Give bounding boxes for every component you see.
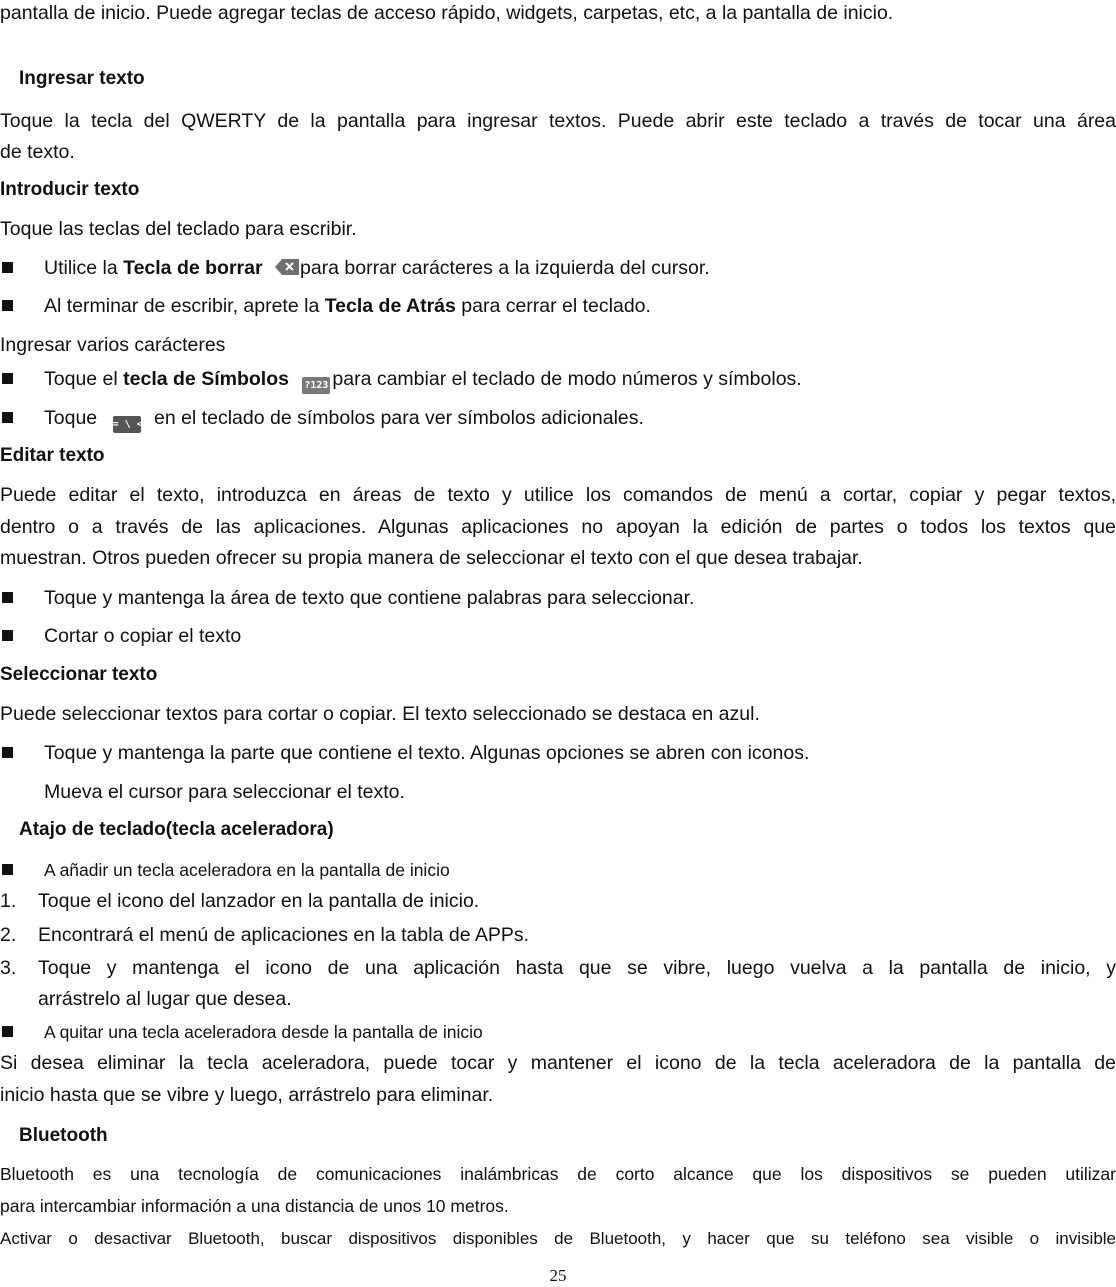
bullet-text: en el teclado de símbolos para ver símbolos adicionales. (153, 407, 644, 429)
bullet-text: Cortar o copiar el texto (44, 625, 242, 647)
bullet-text: A quitar una tecla aceleradora desde la pantalla de inicio (44, 1022, 483, 1042)
paragraph-line: Mueva el cursor para seleccionar el texto. (44, 781, 405, 803)
item-number: 3. (0, 957, 17, 979)
bullet-text: A añadir un tecla aceleradora en la pantalla de inicio (44, 860, 450, 880)
paragraph-line: de texto. (0, 141, 75, 163)
bullet-text: Al terminar de escribir, aprete la (44, 295, 325, 317)
item-text: Toque y mantenga el icono de una aplicación hasta que se vibre, luego vuelva a la pantalla de inicio, y (38, 957, 1116, 979)
bullet-text: Utilice la (44, 257, 124, 279)
paragraph-line: Activar o desactivar Bluetooth, buscar dispositivos disponibles de Bluetooth, y hacer que su teléfono sea visible o invisible (0, 1229, 1116, 1248)
backspace-key-icon (274, 257, 300, 283)
heading-ingresar-texto: Ingresar texto (19, 68, 145, 89)
bullet-text: Toque el (44, 368, 124, 390)
heading-atajo-de-teclado: Atajo de teclado(tecla aceleradora) (19, 819, 334, 840)
bullet-text: para borrar carácteres a la izquierda del cursor. (299, 257, 710, 279)
bold-term: Tecla de borrar (123, 257, 263, 279)
bullet-text: Toque (44, 407, 98, 429)
heading-bluetooth: Bluetooth (19, 1125, 108, 1146)
item-text-continuation: arrástrelo al lugar que desea. (38, 988, 292, 1010)
paragraph-line: Puede seleccionar textos para cortar o copiar. El texto seleccionado se destaca en azul. (0, 703, 760, 725)
item-number: 2. (0, 924, 17, 946)
page-number: 25 (549, 1266, 567, 1285)
bold-term: Tecla de Atrás (324, 295, 456, 317)
item-text: Toque el icono del lanzador en la pantalla de inicio. (38, 890, 480, 912)
heading-seleccionar-texto: Seleccionar texto (0, 664, 158, 685)
more-symbols-key-icon: = \ < (113, 416, 141, 433)
paragraph-line: Bluetooth es una tecnología de comunicaciones inalámbricas de corto alcance que los dispositivos se pueden utilizar (0, 1164, 1116, 1184)
item-text: Encontrará el menú de aplicaciones en la tabla de APPs. (38, 924, 530, 946)
bullet-text: Toque y mantenga la parte que contiene el texto. Algunas opciones se abren con iconos. (44, 742, 810, 764)
bullet-text: para cambiar el teclado de modo números y símbolos. (332, 368, 802, 390)
paragraph-line: pantalla de inicio. Puede agregar teclas de acceso rápido, widgets, carpetas, etc, a la pantalla de inicio. (0, 2, 894, 24)
paragraph-line: Puede editar el texto, introduzca en áreas de texto y utilice los comandos de menú a cortar, copiar y pegar textos, (0, 484, 1116, 506)
heading-introducir-texto: Introducir texto (0, 179, 140, 200)
symbols-key-icon: ?123 (302, 377, 330, 394)
paragraph-line: Toque la tecla del QWERTY de la pantalla para ingresar textos. Puede abrir este teclado a través de tocar una área (0, 110, 1116, 132)
paragraph-line: Ingresar varios carácteres (0, 334, 226, 356)
paragraph-line: inicio hasta que se vibre y luego, arrástrelo para eliminar. (0, 1084, 494, 1106)
bold-term: tecla de Símbolos (123, 368, 289, 390)
item-number: 1. (0, 890, 17, 912)
paragraph-line: dentro o a través de las aplicaciones. Algunas aplicaciones no apoyan la edición de partes o todos los textos que (0, 516, 1116, 538)
paragraph-line: Toque las teclas del teclado para escribir. (0, 218, 357, 240)
bullet-text: para cerrar el teclado. (455, 295, 651, 317)
bullet-text: Toque y mantenga la área de texto que contiene palabras para seleccionar. (44, 587, 695, 609)
paragraph-line: para intercambiar información a una distancia de unos 10 metros. (0, 1196, 509, 1216)
paragraph-line: muestran. Otros pueden ofrecer su propia manera de seleccionar el texto con el que desea trabajar. (0, 547, 863, 569)
paragraph-line: Si desea eliminar la tecla aceleradora, puede tocar y mantener el icono de la tecla aceleradora de la pantalla de (0, 1052, 1116, 1074)
heading-editar-texto: Editar texto (0, 445, 105, 466)
